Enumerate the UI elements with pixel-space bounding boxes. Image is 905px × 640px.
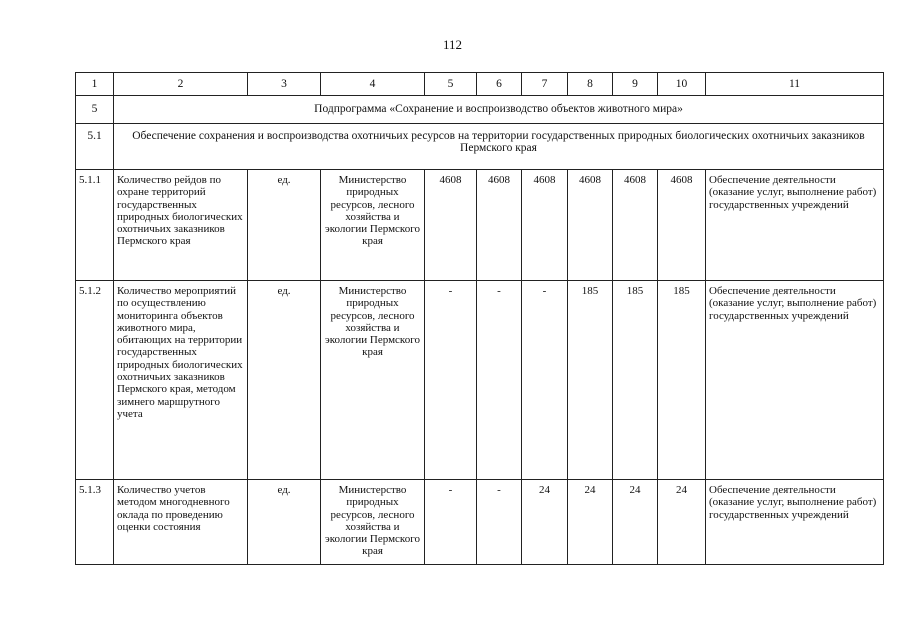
indicator-value: 4608 bbox=[613, 170, 658, 281]
indicator-value: 24 bbox=[568, 480, 613, 565]
header-cell: 1 bbox=[76, 73, 114, 96]
header-cell: 3 bbox=[248, 73, 321, 96]
indicator-value: - bbox=[477, 480, 522, 565]
indicator-name: Количество рейдов по охране территорий государственных природных биологических охотничьих заказников Пермского края bbox=[114, 170, 248, 281]
indicator-value: 185 bbox=[568, 281, 613, 480]
section-title: Подпрограмма «Сохранение и воспроизводство объектов животного мира» bbox=[114, 96, 884, 124]
indicator-note: Обеспечение деятельности (оказание услуг, выполнение работ) государственных учреждений bbox=[706, 480, 884, 565]
indicator-value: - bbox=[477, 281, 522, 480]
indicator-responsible: Министерство природных ресурсов, лесного хозяйства и экологии Пермского края bbox=[321, 480, 425, 565]
header-cell: 10 bbox=[658, 73, 706, 96]
header-cell: 5 bbox=[425, 73, 477, 96]
header-cell: 7 bbox=[522, 73, 568, 96]
header-cell: 8 bbox=[568, 73, 613, 96]
indicator-number: 5.1.1 bbox=[76, 170, 114, 281]
table-header-row bbox=[76, 73, 884, 96]
indicator-name: Количество учетов методом многодневного оклада по проведению оценки состояния bbox=[114, 480, 248, 565]
indicator-value: - bbox=[522, 281, 568, 480]
indicator-value: 185 bbox=[658, 281, 706, 480]
indicator-value: 4608 bbox=[568, 170, 613, 281]
subsection-title: Обеспечение сохранения и воспроизводства охотничьих ресурсов на территории государственных природных биологических охотничьих заказников Пермского края bbox=[114, 124, 884, 170]
table-row bbox=[76, 170, 884, 281]
header-cell: 6 bbox=[477, 73, 522, 96]
header-cell: 11 bbox=[706, 73, 884, 96]
indicator-responsible: Министерство природных ресурсов, лесного хозяйства и экологии Пермского края bbox=[321, 281, 425, 480]
indicator-value: 4608 bbox=[425, 170, 477, 281]
section-row bbox=[76, 96, 884, 124]
indicator-value: - bbox=[425, 281, 477, 480]
indicator-note: Обеспечение деятельности (оказание услуг, выполнение работ) государственных учреждений bbox=[706, 170, 884, 281]
indicators-table bbox=[75, 72, 884, 565]
indicator-number: 5.1.2 bbox=[76, 281, 114, 480]
subsection-number: 5.1 bbox=[76, 124, 114, 170]
table-row bbox=[76, 480, 884, 565]
indicator-unit: ед. bbox=[248, 281, 321, 480]
indicator-value: - bbox=[425, 480, 477, 565]
indicator-value: 4608 bbox=[522, 170, 568, 281]
table-row bbox=[76, 281, 884, 480]
indicator-value: 4608 bbox=[477, 170, 522, 281]
indicator-value: 185 bbox=[613, 281, 658, 480]
indicator-name: Количество мероприятий по осуществлению мониторинга объектов животного мира, обитающих на территории государственных природных биологических охотничьих заказников Пермского края, методом зимнего маршрутного учета bbox=[114, 281, 248, 480]
indicator-unit: ед. bbox=[248, 480, 321, 565]
indicator-value: 4608 bbox=[658, 170, 706, 281]
indicator-unit: ед. bbox=[248, 170, 321, 281]
header-cell: 4 bbox=[321, 73, 425, 96]
header-cell: 2 bbox=[114, 73, 248, 96]
section-number: 5 bbox=[76, 96, 114, 124]
indicator-value: 24 bbox=[522, 480, 568, 565]
header-cell: 9 bbox=[613, 73, 658, 96]
indicator-number: 5.1.3 bbox=[76, 480, 114, 565]
page-number: 112 bbox=[442, 37, 463, 52]
indicator-value: 24 bbox=[658, 480, 706, 565]
indicator-note: Обеспечение деятельности (оказание услуг, выполнение работ) государственных учреждений bbox=[706, 281, 884, 480]
indicator-responsible: Министерство природных ресурсов, лесного хозяйства и экологии Пермского края bbox=[321, 170, 425, 281]
subsection-row bbox=[76, 124, 884, 170]
indicator-value: 24 bbox=[613, 480, 658, 565]
